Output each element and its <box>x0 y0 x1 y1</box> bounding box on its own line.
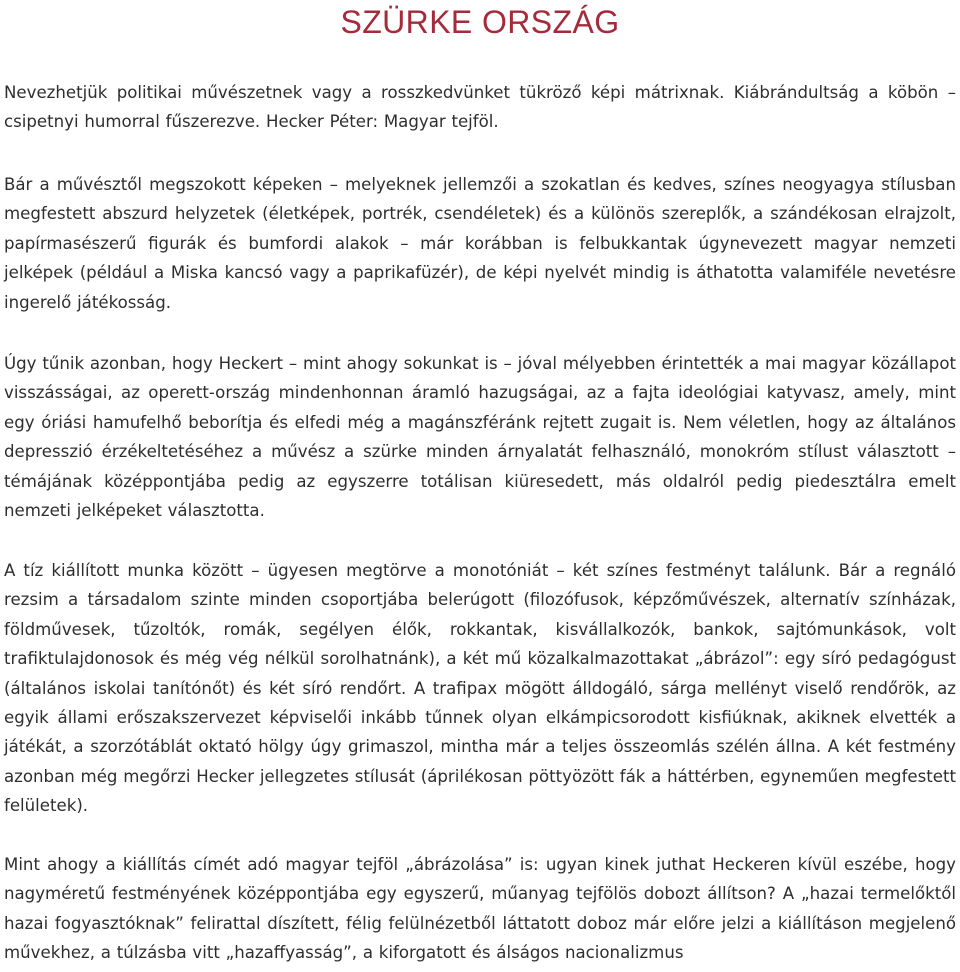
article-paragraph-2: Bár a művésztől megszokott képeken – melyeknek jellemzői a szokatlan és kedves, színes neogyagya stílusban megfestett abszurd helyzetek (életképek, portrék, csendéletek) és a különös szereplők, a szándékosan elrajzolt, papírmasészerű figurák és bumfordi alakok – már korábban is felbukkantak úgynevezett magyar nemzeti jelképek (például a Miska kancsó vagy a paprikafüzér), de képi nyelvét mindig is áthatotta valamiféle nevetésre ingerelő játékosság. <box>4 175 956 312</box>
article-paragraph-5: Mint ahogy a kiállítás címét adó magyar tejföl „ábrázolása” is: ugyan kinek juthat Heckeren kívül eszébe, hogy nagyméretű festményének középpontjába egy egyszerű, műanyag tejfölös dobozt állítson? A „hazai termelőktől hazai fogyasztóknak” felirattal díszített, félig felülnézetből láttatott doboz már előre jelzi a kiállításon megjelenő művekhez, a túlzásba vitt „hazaffyasság”, a kiforgatott és álságos nacionalizmus <box>4 855 956 963</box>
article-paragraph-3: Úgy tűnik azonban, hogy Heckert – mint ahogy sokunkat is – jóval mélyebben érintették a mai magyar közállapot visszásságai, az operett-ország mindenhonnan áramló hazugságai, az a fajta ideológiai katyvasz, amely, mint egy óriási hamufelhő beborítja és elfedi még a magánszféránk rejtett zugait is. Nem véletlen, hogy az általános depresszió érzékeltetéséhez a művész a szürke minden árnyalatát felhasználó, monokróm stílust választott – témájának középpontjába pedig az egyszerre totálisan kiüresedett, más oldalról pedig piedesztálra emelt nemzeti jelképeket választotta. <box>4 354 956 521</box>
article-paragraph-4: A tíz kiállított munka között – ügyesen megtörve a monotóniát – két színes festményt találunk. Bár a regnáló rezsim a társadalom szinte minden csoportjába belerúgott (filozófusok, képzőművészek, alternatív színházak, földművesek, tűzoltók, romák, segélyen élők, rokkantak, kisvállalkozók, bankok, sajtómunkások, volt trafiktulajdonosok és még vég nélkül sorolhatnánk), a két mű közalkalmazottakat „ábrázol”: egy síró pedagógust (általános iskolai tanítónőt) és két síró rendőrt. A trafipax mögött álldogáló, sárga mellényt viselő rendőrök, az egyik állami erőszakszervezet képviselői inkább tűnnek olyan elkámpicsorodott kisfiúknak, akiknek elvették a játékát, a szorzótáblát oktató hölgy úgy grimaszol, mintha már a teljes összeomlás szélén állna. A két festmény azonban még megőrzi Hecker jellegzetes stílusát (áprilékosan pöttyözött fák a háttérben, egyneműen megfestett felületek). <box>4 561 956 816</box>
article-paragraph-intro: Nevezhetjük politikai művészetnek vagy a rosszkedvünket tükröző képi mátrixnak. Kiábrándultság a köbön – csipetnyi humorral fűszerezve. Hecker Péter: Magyar tejföl. <box>4 83 956 132</box>
article-title: SZÜRKE ORSZÁG <box>340 4 620 40</box>
